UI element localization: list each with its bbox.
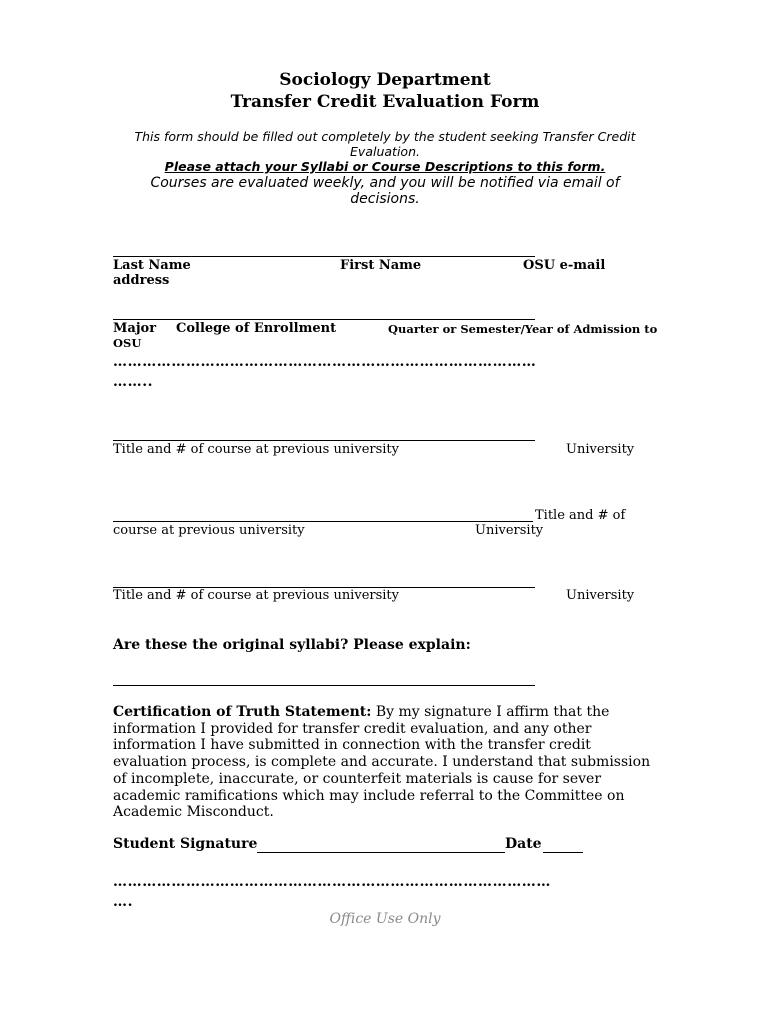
- dotted-separator-continued: ……..: [113, 374, 154, 390]
- syllabi-explanation-input-line[interactable]: [113, 685, 535, 686]
- weekly-notice-line1: Courses are evaluated weekly, and you will be notified via email of: [150, 175, 620, 191]
- dotted-separator: ……………………………………………………………………………: [113, 354, 537, 370]
- certification-statement: [113, 704, 653, 821]
- weekly-notice-line2: decisions.: [350, 191, 420, 207]
- signature-input-line[interactable]: [257, 852, 505, 853]
- name-email-input-line[interactable]: [113, 256, 535, 257]
- intro-text-line2: Evaluation.: [350, 144, 420, 159]
- course-3-label: Title and # of course at previous university: [113, 588, 399, 603]
- certification-body: By my signature I affirm that the information I provided for transfer credit evaluation, and any other information I have submitted in connection with the transfer credit evaluation process, is complete and accurate. I understand that submission of incomplete, inaccurate, or counterfeit materials is cause for sever academic ramifications which may include referral to the Committee on Academic Misconduct.: [113, 704, 651, 821]
- course-2-university-label: University: [475, 523, 544, 538]
- college-label: College of Enrollment: [176, 321, 337, 336]
- bottom-dotted-separator: ………………………………………………………………………………: [113, 874, 551, 890]
- course-2-label: Title and # of: [535, 508, 626, 523]
- course-2-input-line[interactable]: [113, 521, 533, 522]
- office-use-label: Office Use Only: [329, 911, 441, 927]
- form-title: Transfer Credit Evaluation Form: [230, 92, 540, 112]
- bottom-dotted-separator-continued: ….: [113, 894, 134, 910]
- admission-label-continued: OSU: [113, 336, 142, 350]
- attach-notice: Please attach your Syllabi or Course Descriptions to this form.: [164, 159, 606, 174]
- syllabi-question: Are these the original syllabi? Please explain:: [113, 637, 471, 653]
- course-1-input-line[interactable]: [113, 440, 535, 441]
- admission-label: Quarter or Semester/Year of Admission to: [388, 322, 658, 336]
- course-3-university-label: University: [566, 588, 635, 603]
- last-name-label: Last Name: [113, 258, 191, 273]
- form-department-title: Sociology Department: [279, 70, 491, 90]
- date-label: Date: [505, 836, 542, 852]
- first-name-label: First Name: [340, 258, 422, 273]
- major-label: Major: [113, 321, 157, 336]
- major-college-input-line[interactable]: [113, 319, 535, 320]
- date-input-line[interactable]: [543, 852, 583, 853]
- student-signature-label: Student Signature: [113, 836, 258, 852]
- course-2-label-continued: course at previous university: [113, 523, 305, 538]
- course-1-label: Title and # of course at previous university: [113, 442, 399, 457]
- intro-text-line1: This form should be filled out completely by the student seeking Transfer Credit: [134, 129, 636, 144]
- email-label-continued: address: [113, 273, 170, 288]
- certification-heading: Certification of Truth Statement:: [113, 704, 372, 720]
- email-label: OSU e-mail: [523, 258, 606, 273]
- course-1-university-label: University: [566, 442, 635, 457]
